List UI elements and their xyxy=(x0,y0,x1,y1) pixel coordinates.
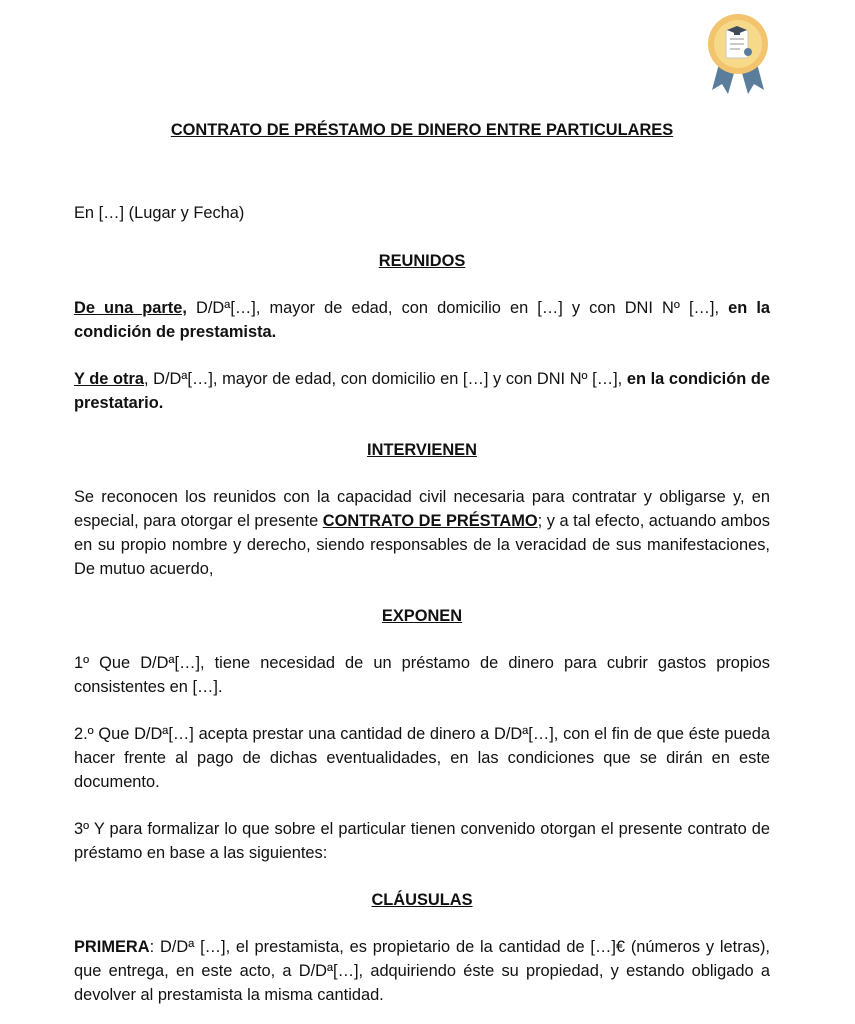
party-lender-lead: De una parte, xyxy=(74,299,187,317)
heading-exponen: EXPONEN xyxy=(381,607,463,625)
party-lender-body: D/Dª[…], mayor de edad, con domicilio en […] y con DNI Nº […], xyxy=(186,299,729,317)
certificate-award-icon xyxy=(706,12,770,96)
exponen-item-1: 1º Que D/Dª[…], tiene necesidad de un préstamo de dinero para cubrir gastos propios consistentes en […]. xyxy=(74,654,770,696)
clause-primera xyxy=(74,935,770,1007)
party-lender-role: en la condición de prestamista. xyxy=(74,299,771,341)
intervienen-contract-emph: CONTRATO DE PRÉSTAMO xyxy=(322,512,538,530)
heading-intervienen: INTERVIENEN xyxy=(367,441,477,459)
party-borrower-body: , D/Dª[…], mayor de edad, con domicilio en […] y con DNI Nº […], xyxy=(143,370,627,388)
clause-primera-label: PRIMERA xyxy=(74,938,150,956)
party-borrower-role: en la condición de prestatario. xyxy=(74,370,770,412)
exponen-item-3: 3º Y para formalizar lo que sobre el particular tienen convenido otorgan el presente contrato de préstamo en base a las siguientes: xyxy=(74,820,770,862)
heading-clausulas: CLÁUSULAS xyxy=(371,891,473,909)
intervienen-paragraph xyxy=(74,485,770,581)
intervienen-text-before: Se reconocen los reunidos con la capacidad civil necesaria para contratar y obligarse y, en especial, para otorgar el presente xyxy=(74,488,770,530)
clause-primera-text: : D/Dª […], el prestamista, es propietario de la cantidad de […]€ (números y letras), que entrega, en este acto, a D/Dª[…], adquiriendo éste su propiedad, y estando obligado a devolver al prestamista la misma cantidad. xyxy=(74,938,770,1004)
intervienen-text-after: ; y a tal efecto, actuando ambos en su propio nombre y derecho, siendo responsables de la veracidad de sus manifestaciones, De mutuo acuerdo, xyxy=(74,512,770,578)
document-title: CONTRATO DE PRÉSTAMO DE DINERO ENTRE PARTICULARES xyxy=(170,121,674,139)
heading-reunidos: REUNIDOS xyxy=(378,252,466,270)
contract-body xyxy=(74,118,770,1007)
place-date: En […] (Lugar y Fecha) xyxy=(74,204,245,222)
party-borrower-paragraph xyxy=(74,367,770,415)
exponen-item-2: 2.º Que D/Dª[…] acepta prestar una cantidad de dinero a D/Dª[…], con el fin de que éste pueda hacer frente al pago de dichas eventualidades, en las condiciones que se dirán en este documento. xyxy=(74,725,770,791)
party-borrower-lead: Y de otra xyxy=(74,370,144,388)
party-lender-paragraph xyxy=(74,296,770,344)
